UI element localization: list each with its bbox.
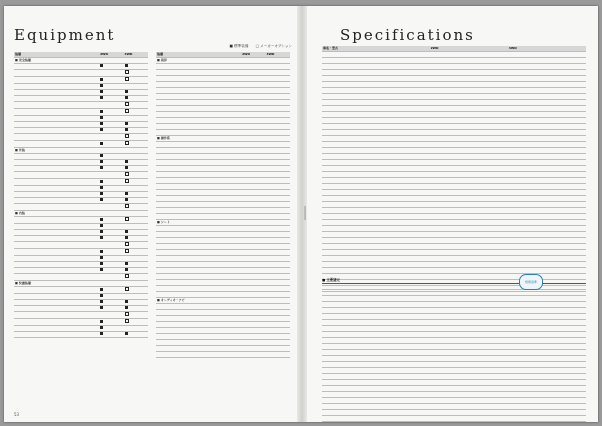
standard-marker-icon: [100, 332, 103, 335]
standard-marker-icon: [100, 154, 103, 157]
section-heading: ■ 快適装備: [14, 281, 148, 287]
table-row: [14, 242, 148, 249]
table-row: [14, 319, 148, 326]
standard-marker-icon: [100, 186, 103, 189]
row-label: [14, 77, 99, 84]
marker-cell: [124, 332, 148, 338]
standard-marker-icon: [125, 332, 128, 335]
catalog-spread: [4, 6, 598, 422]
standard-marker-icon: [125, 262, 128, 265]
row-label: [14, 242, 99, 249]
marker-cell: [124, 242, 148, 249]
marker-cell: [99, 172, 123, 179]
marker-cell: [124, 141, 148, 148]
marker-cell: [124, 287, 148, 294]
marker-cell: [124, 319, 148, 326]
standard-marker-icon: [100, 294, 103, 297]
marker-cell: [124, 312, 148, 319]
table-row: [14, 109, 148, 116]
standard-marker-icon: [100, 90, 103, 93]
option-marker-icon: [125, 274, 129, 278]
standard-marker-icon: [100, 160, 103, 163]
row-label: [14, 319, 99, 326]
lower-section-title: ■ 主要諸元: [322, 278, 586, 284]
legend-option: □ メーカーオプション: [255, 44, 292, 48]
row-label: [14, 274, 99, 281]
standard-marker-icon: [100, 250, 103, 253]
table-row: [156, 352, 290, 358]
table-row: [14, 172, 148, 179]
marker-cell: [124, 70, 148, 77]
table-row: [14, 312, 148, 319]
standard-marker-icon: [125, 166, 128, 169]
standard-marker-icon: [125, 90, 128, 93]
option-marker-icon: [125, 179, 129, 183]
row-label: [14, 179, 99, 186]
standard-marker-icon: [100, 256, 103, 259]
table-row: [14, 204, 148, 211]
standard-marker-icon: [125, 300, 128, 303]
header-2wd: 2WD: [99, 52, 123, 58]
option-marker-icon: [125, 312, 129, 316]
marker-cell: [99, 249, 123, 256]
standard-marker-icon: [125, 192, 128, 195]
table-cell: [508, 422, 586, 423]
marker-cell: [124, 109, 148, 116]
standard-marker-icon: [100, 300, 103, 303]
standard-marker-icon: [100, 268, 103, 271]
fuel-standard-badge: 燃費基準: [519, 274, 543, 290]
header-4wd: 4WD: [124, 52, 148, 58]
standard-marker-icon: [100, 218, 103, 221]
equipment-page: [4, 6, 300, 422]
header-model: 車名・型式: [322, 46, 430, 52]
row-label: [14, 70, 99, 77]
header-item: 装備: [14, 52, 99, 58]
standard-marker-icon: [125, 268, 128, 271]
standard-marker-icon: [100, 180, 103, 183]
standard-marker-icon: [100, 230, 103, 233]
section-heading: ■ 内装: [14, 211, 148, 217]
standard-marker-icon: [100, 142, 103, 145]
page-title: Equipment: [14, 26, 116, 44]
marker-cell: [99, 179, 123, 186]
marker-cell: [99, 312, 123, 319]
page-title: Specifications: [340, 26, 475, 44]
marker-cell: [99, 274, 123, 281]
equipment-column-1: [14, 52, 148, 338]
standard-marker-icon: [125, 236, 128, 239]
table-row: [14, 217, 148, 224]
standard-marker-icon: [100, 192, 103, 195]
row-label: [14, 141, 99, 148]
option-marker-icon: [125, 204, 129, 208]
row-label: [14, 134, 99, 141]
standard-marker-icon: [125, 64, 128, 67]
standard-marker-icon: [100, 326, 103, 329]
marker-cell: [124, 102, 148, 109]
header-2wd: 2WD: [241, 52, 265, 58]
row-label: [14, 109, 99, 116]
row-label: [14, 287, 99, 294]
standard-marker-icon: [125, 230, 128, 233]
marker-cell: [99, 109, 123, 116]
section-heading: ■ 視界: [156, 58, 290, 64]
marker-cell: [124, 249, 148, 256]
section-heading: ■ 操作系: [156, 136, 290, 142]
standard-marker-icon: [100, 236, 103, 239]
table-row: [14, 249, 148, 256]
marker-cell: [99, 70, 123, 77]
table-row: [14, 332, 148, 338]
spec-block-lower: [322, 276, 586, 422]
row-label: [14, 332, 99, 338]
marker-cell: [124, 134, 148, 141]
marker-cell: [124, 77, 148, 84]
row-label: [14, 217, 99, 224]
marker-cell: [99, 332, 123, 338]
marker-cell: [124, 204, 148, 211]
standard-marker-icon: [100, 320, 103, 323]
table-cell: [322, 422, 430, 423]
standard-marker-icon: [125, 128, 128, 131]
header-4wd: 4WD: [266, 52, 290, 58]
row-label: [14, 204, 99, 211]
marker-cell: [124, 172, 148, 179]
equipment-column-2: [156, 52, 290, 358]
table-row: [14, 287, 148, 294]
standard-marker-icon: [100, 262, 103, 265]
specifications-page: [302, 6, 598, 422]
marker-cell: [99, 287, 123, 294]
marker-cell: [99, 204, 123, 211]
option-marker-icon: [125, 287, 129, 291]
marker-cell: [266, 352, 290, 358]
standard-marker-icon: [125, 122, 128, 125]
option-marker-icon: [125, 70, 129, 74]
marker-cell: [99, 102, 123, 109]
standard-marker-icon: [125, 160, 128, 163]
section-heading: ■ シート: [156, 220, 290, 226]
standard-marker-icon: [100, 64, 103, 67]
option-marker-icon: [125, 172, 129, 176]
marker-cell: [124, 217, 148, 224]
marker-cell: [99, 77, 123, 84]
option-marker-icon: [125, 102, 129, 106]
header-4wd: 4WD: [508, 46, 586, 52]
section-heading: ■ オーディオ・ナビ: [156, 298, 290, 304]
table-cell: [430, 422, 508, 423]
table-row: [14, 102, 148, 109]
standard-marker-icon: [100, 198, 103, 201]
legend: [224, 44, 293, 49]
marker-cell: [124, 274, 148, 281]
page-number: 53: [14, 412, 20, 417]
row-label: [14, 249, 99, 256]
standard-marker-icon: [125, 96, 128, 99]
standard-marker-icon: [125, 198, 128, 201]
standard-marker-icon: [100, 306, 103, 309]
standard-marker-icon: [100, 84, 103, 87]
marker-cell: [99, 319, 123, 326]
marker-cell: [99, 217, 123, 224]
row-label: [156, 352, 241, 358]
standard-marker-icon: [100, 128, 103, 131]
table-row: [14, 134, 148, 141]
marker-cell: [99, 141, 123, 148]
table-row: [14, 77, 148, 84]
marker-cell: [124, 179, 148, 186]
table-row: [322, 422, 586, 423]
table-row: [14, 179, 148, 186]
header-item: 装備: [156, 52, 241, 58]
marker-cell: [99, 242, 123, 249]
option-marker-icon: [125, 134, 129, 138]
option-marker-icon: [125, 242, 129, 246]
standard-marker-icon: [100, 224, 103, 227]
legend-standard: ■ 標準装備: [229, 44, 249, 48]
table-row: [14, 274, 148, 281]
header-2wd: 2WD: [430, 46, 508, 52]
standard-marker-icon: [100, 110, 103, 113]
row-label: [14, 172, 99, 179]
option-marker-icon: [125, 249, 129, 253]
section-heading: ■ 安全装備: [14, 58, 148, 64]
row-label: [14, 312, 99, 319]
standard-marker-icon: [100, 166, 103, 169]
equipment-table-1: [14, 52, 148, 338]
option-marker-icon: [125, 319, 129, 323]
option-marker-icon: [125, 217, 129, 221]
standard-marker-icon: [100, 116, 103, 119]
equipment-table-2: [156, 52, 290, 358]
standard-marker-icon: [100, 288, 103, 291]
standard-marker-icon: [125, 306, 128, 309]
standard-marker-icon: [100, 78, 103, 81]
option-marker-icon: [125, 77, 129, 81]
spec-table-lower: [322, 284, 586, 422]
option-marker-icon: [125, 109, 129, 113]
table-row: [14, 141, 148, 148]
standard-marker-icon: [100, 96, 103, 99]
table-row: [14, 70, 148, 77]
section-heading: ■ 外装: [14, 148, 148, 154]
standard-marker-icon: [100, 122, 103, 125]
marker-cell: [99, 134, 123, 141]
row-label: [14, 102, 99, 109]
option-marker-icon: [125, 141, 129, 145]
marker-cell: [241, 352, 265, 358]
